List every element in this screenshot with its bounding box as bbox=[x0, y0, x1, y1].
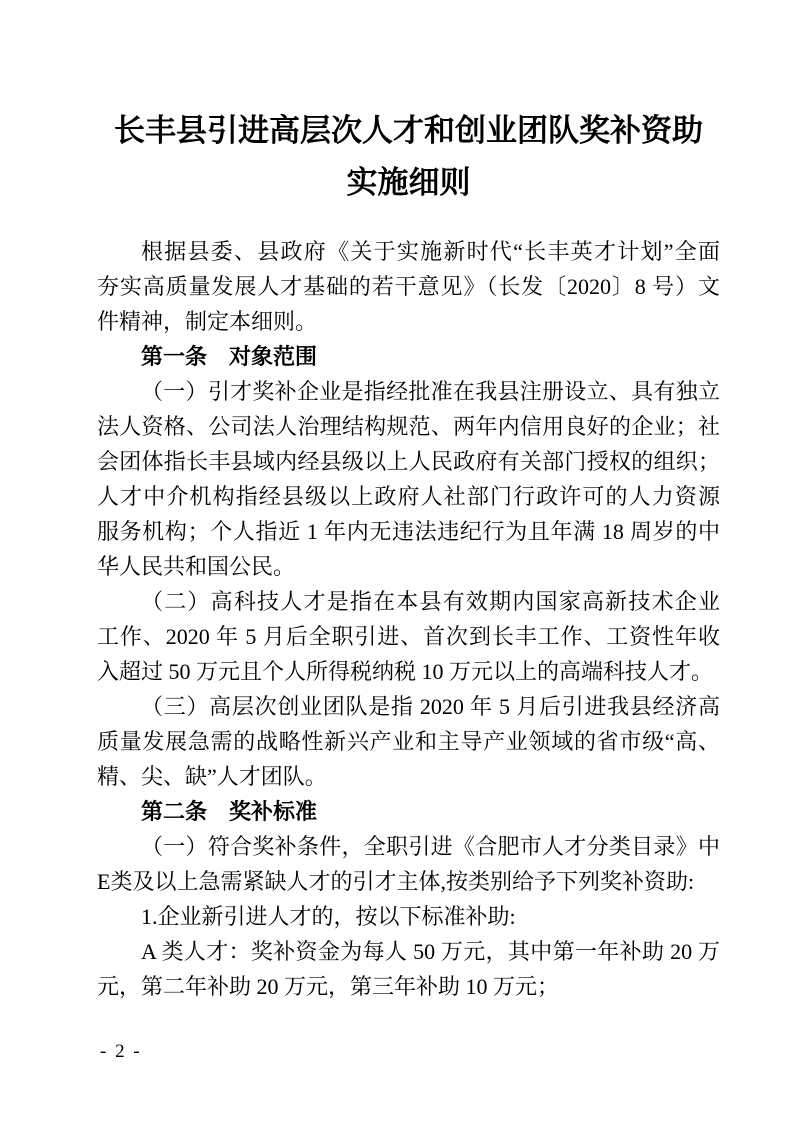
document-title bbox=[97, 105, 720, 209]
text-line: （二）高科技人才是指在本县有效期内国家高新技术企业 bbox=[141, 589, 720, 614]
text-line: 件精神，制定本细则。 bbox=[97, 309, 318, 334]
text-line: （一）符合奖补条件，全职引进《合肥市人才分类目录》中 bbox=[141, 834, 720, 859]
text-line: 元，第二年补助 20 万元，第三年补助 10 万元； bbox=[97, 974, 560, 999]
document-body bbox=[97, 234, 720, 1004]
text-line: 质量发展急需的战略性新兴产业和主导产业领域的省市级“高、 bbox=[97, 729, 720, 754]
text-line: 人才中介机构指经县级以上政府人社部门行政许可的人力资源 bbox=[97, 484, 720, 509]
section-heading: 第一条 对象范围 bbox=[141, 344, 318, 369]
text-line: 夯实高质量发展人才基础的若干意见》（长发〔2020〕8 号）文 bbox=[97, 274, 720, 299]
text-line: 1.企业新引进人才的，按以下标准补助: bbox=[141, 904, 516, 929]
document-title-line-1: 长丰县引进高层次人才和创业团队奖补资助 bbox=[114, 113, 703, 148]
section-heading: 第二条 奖补标准 bbox=[141, 799, 318, 824]
text-line: （一）引才奖补企业是指经批准在我县注册设立、具有独立 bbox=[141, 379, 720, 404]
text-line: 工作、2020 年 5 月后全职引进、首次到长丰工作、工资性年收 bbox=[97, 624, 720, 649]
text-line: 会团体指长丰县域内经县级以上人民政府有关部门授权的组织； bbox=[97, 449, 720, 474]
document-content bbox=[97, 105, 720, 1004]
text-line: A 类人才：奖补资金为每人 50 万元，其中第一年补助 20 万 bbox=[141, 939, 720, 964]
text-line: 法人资格、公司法人治理结构规范、两年内信用良好的企业；社 bbox=[97, 414, 720, 439]
text-line: （三）高层次创业团队是指 2020 年 5 月后引进我县经济高 bbox=[141, 694, 720, 719]
text-line: 入超过 50 万元且个人所得税纳税 10 万元以上的高端科技人才。 bbox=[97, 659, 714, 684]
text-line: 精、尖、缺”人才团队。 bbox=[97, 764, 327, 789]
text-line: E类及以上急需紧缺人才的引才主体,按类别给予下列奖补资助: bbox=[97, 869, 695, 894]
document-title-line-2: 实施细则 bbox=[346, 165, 471, 200]
text-line: 根据县委、县政府《关于实施新时代“长丰英才计划”全面 bbox=[141, 239, 720, 264]
text-line: 服务机构；个人指近 1 年内无违法违纪行为且年满 18 周岁的中 bbox=[97, 519, 720, 544]
text-line: 华人民共和国公民。 bbox=[97, 554, 296, 579]
page-number: - 2 - bbox=[100, 1041, 142, 1062]
